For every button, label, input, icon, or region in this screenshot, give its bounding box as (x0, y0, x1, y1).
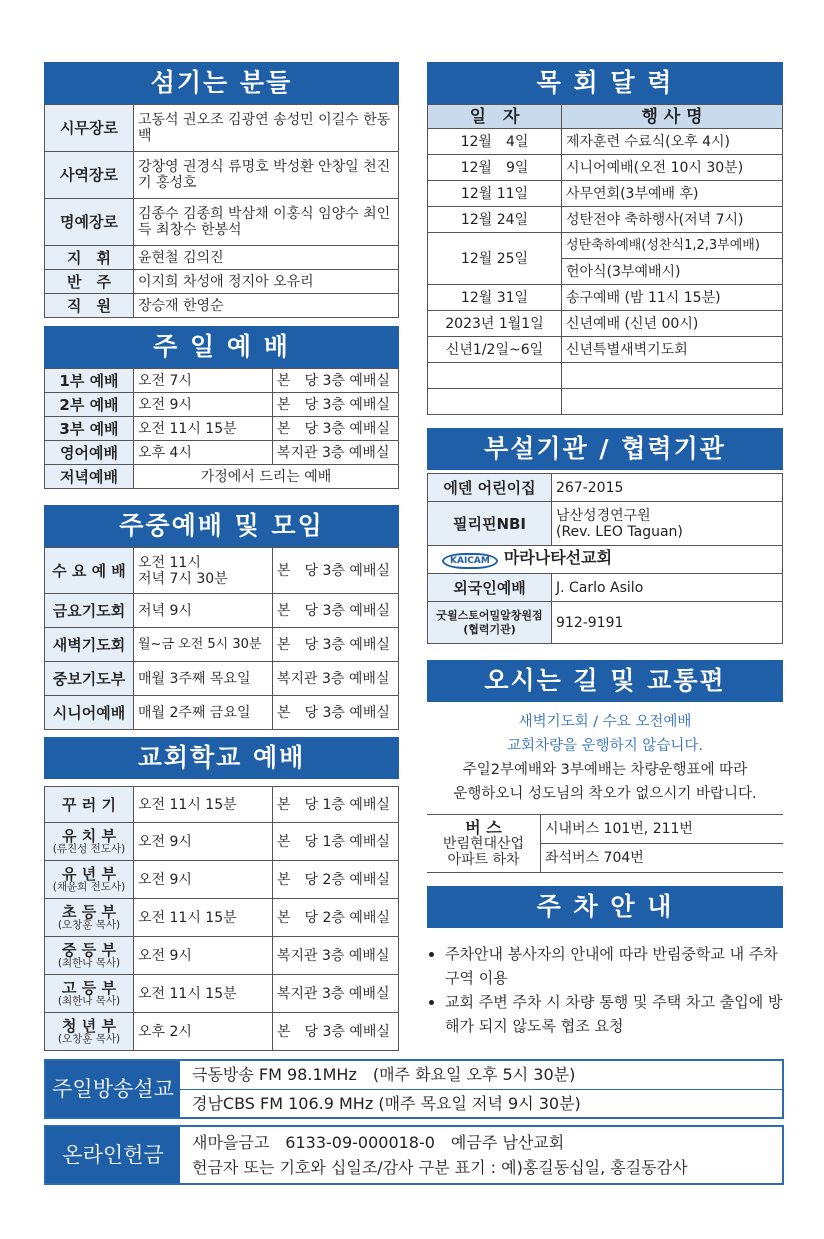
sunday-table (44, 368, 399, 489)
affiliates-table (427, 473, 783, 644)
calendar-event: 제자훈련 수료식(오후 4시) (562, 129, 783, 155)
school-leader: (최한나 목사) (57, 957, 121, 969)
online-line: 헌금자 또는 기호와 십일조/감사 구분 표기 : 예)홍길동십일, 홍길동감사 (192, 1158, 688, 1177)
servant-value: 이지희 차성애 정지아 오유리 (134, 270, 399, 294)
calendar-date (428, 363, 562, 389)
broadcast-bar (44, 1059, 784, 1119)
calendar-date: 12월 4일 (428, 129, 562, 155)
calendar-event: 신년특별새벽기도회 (562, 337, 783, 363)
kaicam-text: 마라나타선교회 (503, 548, 613, 567)
servant-value: 강창영 권경식 류명호 박성환 안창일 천진기 홍성호 (134, 152, 399, 199)
evening-label: 저녁예배 (45, 465, 134, 489)
bus-route: 좌석버스 704번 (541, 844, 784, 873)
bus-stop-cell: 버 스 반림현대산업 아파트 하차 (427, 815, 541, 873)
worship-time: 오후 4시 (134, 441, 273, 465)
school-leader: (채윤희 전도사) (52, 881, 126, 893)
school-time: 오전 11시 15분 (134, 787, 273, 823)
evening-value: 가정에서 드리는 예배 (134, 465, 399, 489)
servant-label: 지 휘 (45, 246, 134, 270)
bus-table (427, 814, 783, 873)
affiliates-title: 부설기관 / 협력기관 (427, 428, 783, 470)
calendar-date: 12월 25일 (428, 233, 562, 285)
school-label: 유 치 부 (류진성 전도사) (45, 823, 134, 861)
kaicam-row (428, 546, 783, 574)
calendar-date: 12월 31일 (428, 285, 562, 311)
calendar-event: 사무연회(3부예배 후) (562, 181, 783, 207)
weekday-table (44, 547, 399, 730)
notice-line: 교회차량을 운행하지 않습니다. (507, 738, 703, 754)
servant-label: 반 주 (45, 270, 134, 294)
worship-place: 복지관 3층 예배실 (273, 441, 399, 465)
sunday-title: 주 일 예 배 (44, 326, 399, 368)
worship-label: 3부 예배 (45, 417, 134, 441)
calendar-date: 12월 9일 (428, 155, 562, 181)
weekday-place: 복지관 3층 예배실 (273, 662, 399, 696)
weekday-label: 새벽기도회 (45, 628, 134, 662)
school-label: 초 등 부 (오창훈 목사) (45, 899, 134, 937)
worship-place: 본 당 3층 예배실 (273, 393, 399, 417)
online-label: 온라인헌금 (46, 1127, 180, 1183)
affiliate-label: 에덴 어린이집 (428, 474, 552, 502)
directions-section (427, 660, 783, 873)
worship-label: 영어예배 (45, 441, 134, 465)
parking-list (427, 942, 783, 1038)
school-place: 복지관 3층 예배실 (273, 937, 399, 975)
school-time: 오후 2시 (134, 1013, 273, 1051)
worship-label: 2부 예배 (45, 393, 134, 417)
affiliate-label: 필리핀NBI (428, 502, 552, 546)
directions-title: 오시는 길 및 교통편 (427, 660, 783, 702)
worship-place: 본 당 3층 예배실 (273, 369, 399, 393)
school-title: 교회학교 예배 (44, 737, 399, 779)
online-line: 새마을금고 6133-09-000018-0 예금주 남산교회 (192, 1133, 565, 1152)
school-section (44, 737, 399, 1051)
calendar-table (427, 104, 783, 415)
weekday-time: 매월 2주째 금요일 (134, 696, 273, 730)
broadcast-label: 주일방송설교 (46, 1061, 180, 1117)
servant-label: 직 원 (45, 294, 134, 318)
bus-desc: 운행하오니 성도님의 착오가 없으시기 바랍니다. (453, 786, 757, 802)
affiliate-value: 남산성경연구원 (Rev. LEO Taguan) (552, 502, 783, 546)
weekday-label: 시니어예배 (45, 696, 134, 730)
parking-title: 주 차 안 내 (427, 886, 783, 928)
calendar-event: 시니어예배(오전 10시 30분) (562, 155, 783, 181)
school-time: 오전 11시 15분 (134, 975, 273, 1013)
calendar-date: 12월 11일 (428, 181, 562, 207)
calendar-date: 2023년 1월1일 (428, 311, 562, 337)
weekday-place: 본 당 3층 예배실 (273, 696, 399, 730)
broadcast-line: 극동방송 FM 98.1MHz (매주 화요일 오후 5시 30분) (180, 1061, 782, 1090)
weekday-label: 중보기도부 (45, 662, 134, 696)
weekday-place: 본 당 3층 예배실 (273, 594, 399, 628)
school-leader: (류진성 전도사) (52, 843, 126, 855)
weekday-time: 매월 3주째 목요일 (134, 662, 273, 696)
calendar-event (562, 363, 783, 389)
calendar-col-date: 일 자 (428, 105, 562, 129)
servant-label: 시무장로 (45, 105, 134, 152)
calendar-date: 신년1/2일~6일 (428, 337, 562, 363)
affiliate-value: 267-2015 (552, 474, 783, 502)
calendar-event: 신년예배 (신년 00시) (562, 311, 783, 337)
school-table (44, 786, 399, 1051)
servant-value: 김종수 김종희 박삼채 이홍식 임양수 최인득 최창수 한봉석 (134, 199, 399, 246)
servants-section (44, 62, 399, 318)
parking-item: • 주차안내 봉사자의 안내에 따라 반림중학교 내 주차구역 이용 (445, 942, 783, 990)
servants-title: 섬기는 분들 (44, 62, 399, 104)
weekday-label: 금요기도회 (45, 594, 134, 628)
school-label: 유 년 부 (채윤희 전도사) (45, 861, 134, 899)
school-label: 고 등 부 (최한나 목사) (45, 975, 134, 1013)
calendar-event: 성탄전야 축하행사(저녁 7시) (562, 207, 783, 233)
weekday-time: 저녁 9시 (134, 594, 273, 628)
school-time: 오전 11시 15분 (134, 899, 273, 937)
school-label: 청 년 부 (오창훈 목사) (45, 1013, 134, 1051)
school-label: 중 등 부 (최한나 목사) (45, 937, 134, 975)
parking-item: • 교회 주변 주차 시 차량 통행 및 주택 차고 출입에 방해가 되지 않도록 협조 요청 (445, 990, 783, 1038)
broadcast-line: 경남CBS FM 106.9 MHz (매주 목요일 저녁 9시 30분) (192, 1093, 581, 1113)
calendar-event: 성탄축하예배(성찬식1,2,3부예배) (562, 233, 783, 259)
worship-time: 오전 7시 (134, 369, 273, 393)
calendar-date: 12월 24일 (428, 207, 562, 233)
worship-place: 본 당 3층 예배실 (273, 417, 399, 441)
calendar-event: 송구예배 (밤 11시 15분) (562, 285, 783, 311)
weekday-place: 본 당 3층 예배실 (273, 548, 399, 594)
online-offering-bar (44, 1125, 784, 1185)
weekday-title: 주중예배 및 모임 (44, 505, 399, 547)
affiliates-section (427, 428, 783, 644)
servant-label: 사역장로 (45, 152, 134, 199)
school-label: 꾸 러 기 (45, 787, 134, 823)
weekday-label: 수 요 예 배 (45, 548, 134, 594)
parking-section (427, 886, 783, 1038)
weekday-place: 본 당 3층 예배실 (273, 628, 399, 662)
school-leader: (오창훈 목사) (57, 1033, 121, 1045)
worship-time: 오전 11시 15분 (134, 417, 273, 441)
weekday-section (44, 505, 399, 730)
calendar-section (427, 62, 783, 415)
school-time: 오전 9시 (134, 823, 273, 861)
calendar-event: 헌아식(3부예배시) (562, 259, 783, 285)
servants-table (44, 104, 399, 318)
servant-value: 윤현철 김의진 (134, 246, 399, 270)
school-time: 오전 9시 (134, 937, 273, 975)
affiliate-value: J. Carlo Asilo (552, 574, 783, 602)
calendar-title: 목 회 달 력 (427, 62, 783, 104)
school-place: 본 당 1층 예배실 (273, 823, 399, 861)
affiliate-label: 굿윌스토어밀알창원점 (협력기관) (428, 602, 552, 644)
school-place: 복지관 3층 예배실 (273, 975, 399, 1013)
bus-route: 시내버스 101번, 211번 (541, 815, 784, 844)
sunday-section (44, 326, 399, 489)
calendar-col-event: 행 사 명 (562, 105, 783, 129)
calendar-date (428, 389, 562, 415)
school-place: 본 당 2층 예배실 (273, 899, 399, 937)
worship-label: 1부 예배 (45, 369, 134, 393)
servant-value: 장승재 한영순 (134, 294, 399, 318)
kaicam-logo: KAICAM (442, 553, 498, 569)
weekday-time: 월~금 오전 5시 30분 (134, 628, 273, 662)
school-leader: (오창훈 목사) (57, 919, 121, 931)
school-place: 본 당 2층 예배실 (273, 861, 399, 899)
school-leader: (최한나 목사) (57, 995, 121, 1007)
calendar-event (562, 389, 783, 415)
servant-value: 고동석 권오조 김광연 송성민 이길수 한동백 (134, 105, 399, 152)
notice-line: 새벽기도회 / 수요 오전예배 (518, 714, 692, 730)
affiliate-value: 912-9191 (552, 602, 783, 644)
worship-time: 오전 9시 (134, 393, 273, 417)
school-time: 오전 9시 (134, 861, 273, 899)
affiliate-label: 외국인예배 (428, 574, 552, 602)
school-place: 본 당 1층 예배실 (273, 787, 399, 823)
bus-desc: 주일2부예배와 3부예배는 차량운행표에 따라 (462, 762, 748, 778)
servant-label: 명예장로 (45, 199, 134, 246)
school-place: 본 당 3층 예배실 (273, 1013, 399, 1051)
weekday-time: 오전 11시 저녁 7시 30분 (134, 548, 273, 594)
